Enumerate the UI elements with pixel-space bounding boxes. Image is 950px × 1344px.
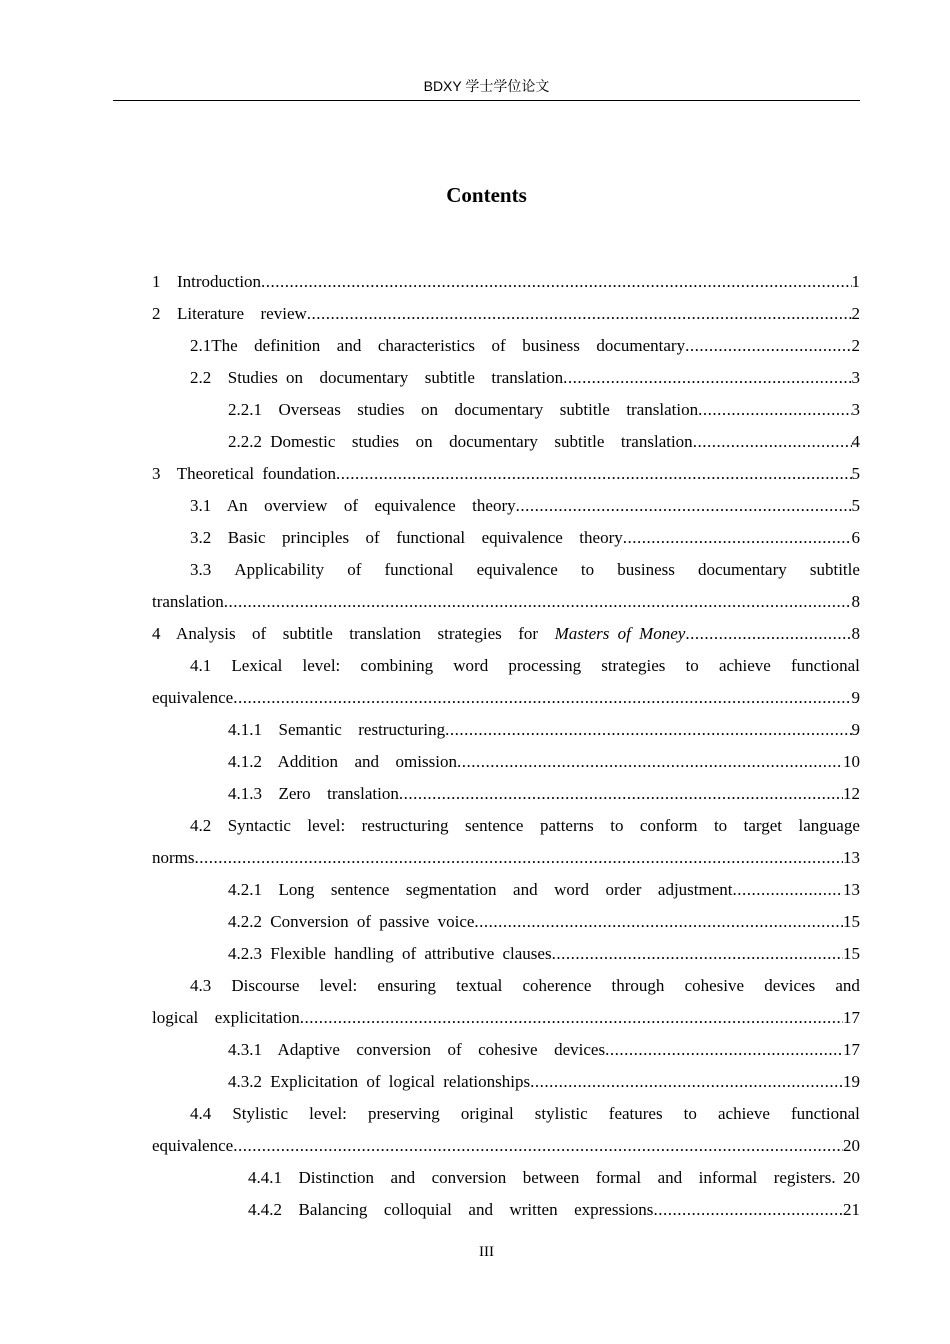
toc-word: to [713, 816, 728, 835]
toc-entry-title-italic: Masters of Money [554, 624, 686, 643]
toc-word: and [835, 976, 860, 995]
toc-word: functional [384, 560, 454, 579]
toc-entry-title: 2 Literature review [152, 304, 307, 323]
toc-entry-title: 2.2.1 Overseas studies on documentary subtitle translation [228, 400, 699, 419]
toc-page-number: 5 [851, 464, 860, 483]
toc-entry-title: 4.2.3 Flexible handling of attributive clauses [228, 944, 552, 963]
toc-word: level: [309, 1104, 347, 1123]
toc-entry[interactable] [152, 522, 860, 554]
toc-word: Applicability [234, 560, 325, 579]
dot-leader [516, 490, 852, 522]
toc-page-number: 3 [851, 400, 860, 419]
toc-word: ensuring [377, 976, 436, 995]
toc-word: achieve [718, 656, 771, 675]
table-of-contents [152, 266, 860, 1226]
toc-word: to [610, 816, 624, 835]
toc-page-number: 4 [851, 432, 860, 451]
toc-entry[interactable] [152, 650, 860, 682]
toc-entry-title: logical explicitation [152, 1008, 300, 1027]
toc-entry[interactable] [152, 1162, 860, 1194]
toc-word: restructuring [361, 816, 449, 835]
toc-entry[interactable] [152, 714, 860, 746]
toc-word: sentence [464, 816, 524, 835]
toc-entry-title: 1 Introduction [152, 272, 262, 291]
toc-entry[interactable] [152, 458, 860, 490]
page-number-footer: III [479, 1244, 494, 1260]
toc-page-number: 15 [843, 912, 860, 931]
toc-word: subtitle [809, 560, 860, 579]
toc-entry[interactable] [152, 426, 860, 458]
dot-leader [563, 362, 851, 394]
toc-entry[interactable] [152, 298, 860, 330]
toc-word: Stylistic [232, 1104, 289, 1123]
toc-entry[interactable] [152, 330, 860, 362]
dot-leader [698, 394, 851, 426]
toc-entry[interactable] [152, 970, 860, 1002]
toc-word: 4.2 [190, 816, 212, 835]
dot-leader [307, 298, 852, 330]
toc-entry[interactable] [152, 394, 860, 426]
toc-word: functional [790, 1104, 860, 1123]
toc-entry[interactable] [152, 554, 860, 586]
toc-word: level: [307, 816, 346, 835]
toc-page-number: 13 [843, 848, 860, 867]
toc-page-number: 9 [851, 688, 860, 707]
toc-entry[interactable] [152, 938, 860, 970]
toc-word: level: [319, 976, 358, 995]
dot-leader [233, 682, 851, 714]
toc-word: achieve [717, 1104, 770, 1123]
toc-entry[interactable] [152, 1098, 860, 1130]
toc-word: word [453, 656, 489, 675]
toc-entry-title [190, 554, 860, 586]
toc-page-number: 17 [843, 1040, 860, 1059]
toc-page-number: 3 [851, 368, 860, 387]
toc-entry[interactable] [152, 618, 860, 650]
toc-page-number: 17 [843, 1008, 860, 1027]
toc-word: Syntactic [227, 816, 291, 835]
toc-entry-title: 2.2 Studies on documentary subtitle translation [190, 368, 564, 387]
toc-entry-title: 4.1.1 Semantic restructuring [228, 720, 446, 739]
toc-entry-title [190, 810, 860, 842]
toc-word: 3.3 [190, 560, 212, 579]
toc-entry-title: 4.4.1 Distinction and conversion between formal and informal registers. [248, 1168, 836, 1187]
toc-entry[interactable] [152, 490, 860, 522]
toc-word: strategies [601, 656, 666, 675]
toc-entry[interactable] [152, 1066, 860, 1098]
dot-leader [445, 714, 851, 746]
toc-word: Lexical [231, 656, 283, 675]
dot-leader [300, 1002, 843, 1034]
toc-page-number: 1 [851, 272, 860, 291]
toc-word: target [743, 816, 783, 835]
toc-entry[interactable] [152, 906, 860, 938]
toc-word: to [580, 560, 595, 579]
toc-word: language [798, 816, 860, 835]
toc-entry[interactable] [152, 1130, 860, 1162]
toc-entry[interactable] [152, 1034, 860, 1066]
dot-leader [224, 586, 852, 618]
toc-entry[interactable] [152, 682, 860, 714]
toc-entry-title [190, 1098, 860, 1130]
toc-entry[interactable] [152, 778, 860, 810]
toc-page-number: 2 [851, 336, 860, 355]
toc-word: to [683, 1104, 697, 1123]
toc-entry[interactable] [152, 874, 860, 906]
dot-leader [457, 746, 843, 778]
toc-entry[interactable] [152, 362, 860, 394]
toc-word: conform [639, 816, 698, 835]
toc-word: to [685, 656, 699, 675]
toc-word: patterns [539, 816, 594, 835]
dot-leader [605, 1034, 843, 1066]
dot-leader [733, 874, 844, 906]
toc-entry-title: 4.4.2 Balancing colloquial and written expressions [248, 1200, 654, 1219]
toc-page-number: 13 [843, 880, 860, 899]
dot-leader [233, 1130, 843, 1162]
toc-page-number: 8 [851, 624, 860, 643]
toc-word: original [460, 1104, 514, 1123]
toc-page-number: 8 [851, 592, 860, 611]
toc-word: Discourse [231, 976, 300, 995]
toc-word: functional [790, 656, 860, 675]
page-header: BDXY 学士学位论文 [423, 78, 550, 94]
toc-entry-title: 4.3.1 Adaptive conversion of cohesive devices [228, 1040, 606, 1059]
toc-word: textual [456, 976, 503, 995]
dot-leader [693, 426, 852, 458]
toc-entry[interactable] [152, 1194, 860, 1226]
dot-leader [623, 522, 852, 554]
toc-page-number: 5 [851, 496, 860, 515]
toc-entry[interactable] [152, 266, 860, 298]
toc-entry-title: 2.2.2 Domestic studies on documentary subtitle translation [228, 432, 693, 451]
toc-page-number: 2 [851, 304, 860, 323]
toc-entry-title: 3 Theoretical foundation [152, 464, 336, 483]
toc-word: preserving [367, 1104, 440, 1123]
toc-word: equivalence [476, 560, 558, 579]
toc-word: of [347, 560, 362, 579]
toc-entry-title [152, 618, 685, 650]
header-rule [113, 100, 860, 101]
toc-word: through [611, 976, 665, 995]
toc-entry[interactable] [152, 810, 860, 842]
toc-word: coherence [522, 976, 592, 995]
dot-leader [530, 1066, 843, 1098]
toc-entry-title: equivalence [152, 688, 234, 707]
toc-page-number: 10 [843, 752, 860, 771]
toc-entry-title: translation [152, 592, 224, 611]
dot-leader [336, 458, 852, 490]
dot-leader [685, 330, 851, 362]
dot-leader [474, 906, 843, 938]
toc-page-number: 15 [843, 944, 860, 963]
toc-entry[interactable] [152, 1002, 860, 1034]
toc-word: 4.3 [190, 976, 212, 995]
toc-page-number: 20 [843, 1136, 860, 1155]
toc-page-number: 19 [843, 1072, 860, 1091]
dot-leader [261, 266, 851, 298]
toc-entry-title: 3.2 Basic principles of functional equivalence theory [190, 528, 623, 547]
toc-entry[interactable] [152, 586, 860, 618]
toc-entry-title: 4.2.1 Long sentence segmentation and word order adjustment [228, 880, 733, 899]
dot-leader [653, 1194, 843, 1226]
toc-entry-title: 4.2.2 Conversion of passive voice [228, 912, 475, 931]
toc-page-number: 6 [851, 528, 860, 547]
toc-word: 4.1 [190, 656, 212, 675]
toc-entry-title: 3.1 An overview of equivalence theory [190, 496, 516, 515]
toc-entry-title: 4.1.3 Zero translation [228, 784, 399, 803]
toc-word: processing [508, 656, 582, 675]
toc-word: combining [360, 656, 434, 675]
toc-word: devices [764, 976, 816, 995]
toc-entry-title [190, 650, 860, 682]
dot-leader [552, 938, 843, 970]
toc-word: cohesive [684, 976, 745, 995]
dot-leader [195, 842, 844, 874]
toc-entry[interactable] [152, 842, 860, 874]
toc-entry[interactable] [152, 746, 860, 778]
dot-leader [399, 778, 843, 810]
toc-word: level: [302, 656, 341, 675]
toc-word: features [608, 1104, 663, 1123]
toc-word: business [617, 560, 675, 579]
toc-page-number: 20 [843, 1168, 860, 1187]
toc-word: documentary [697, 560, 787, 579]
dot-leader [685, 618, 851, 650]
toc-word: 4.4 [190, 1104, 212, 1123]
toc-entry-title: 4.1.2 Addition and omission [228, 752, 457, 771]
toc-entry-title: equivalence [152, 1136, 234, 1155]
page-title: Contents [446, 183, 527, 207]
toc-entry-title [190, 970, 860, 1002]
toc-entry-title: 2.1The definition and characteristics of business documentary [190, 336, 686, 355]
toc-page-number: 9 [851, 720, 860, 739]
toc-entry-title: norms [152, 848, 195, 867]
toc-entry-title: 4.3.2 Explicitation of logical relationships [228, 1072, 531, 1091]
toc-entry-title-part: 4 Analysis of subtitle translation strategies for [152, 624, 555, 643]
toc-page-number: 21 [843, 1200, 860, 1219]
toc-page-number: 12 [843, 784, 860, 803]
toc-word: stylistic [534, 1104, 588, 1123]
